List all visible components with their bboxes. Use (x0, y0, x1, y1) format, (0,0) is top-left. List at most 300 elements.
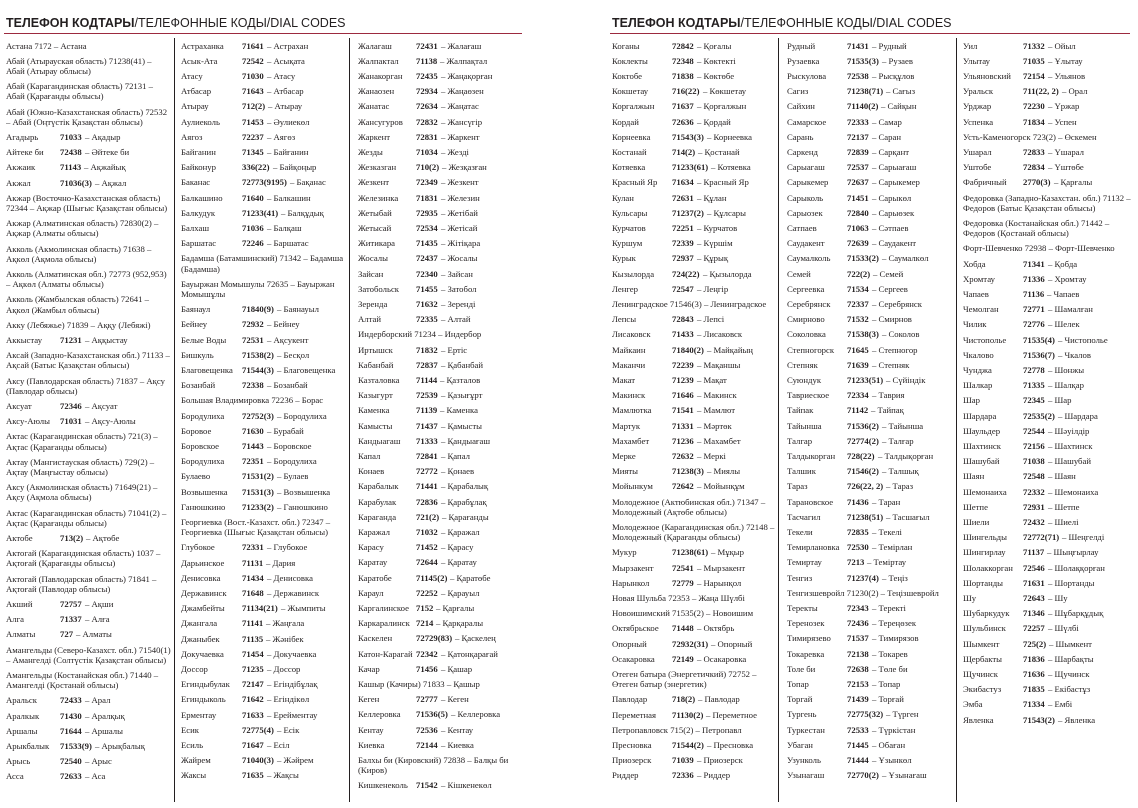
kazakh-name: – Нарынқол (697, 577, 742, 588)
kazakh-name: – Ақсу-Аюлы (85, 416, 136, 427)
code-entry (963, 160, 1135, 175)
kazakh-name: – Арықбалық (95, 741, 145, 752)
place-name: Атасу (181, 70, 203, 81)
place-name: Асса (6, 771, 24, 782)
dial-code: 71451 (847, 192, 869, 203)
dial-code: 72432 (1023, 517, 1045, 527)
kazakh-name: – Ақжал (95, 177, 127, 188)
kazakh-name: – Явленка (1058, 714, 1096, 725)
place-name: Капал (358, 450, 381, 461)
kazakh-name: – Тайпақ (871, 405, 904, 416)
place-name: Жезказган (358, 162, 397, 173)
place-name: Аршалы (6, 725, 38, 736)
dial-code: 72435 (416, 70, 438, 81)
place-name: Дарьинское (181, 557, 225, 568)
code-entry (963, 499, 1135, 514)
dial-code: 72842 (672, 40, 694, 51)
place-name: Курык (612, 253, 636, 264)
code-entry (6, 480, 172, 505)
place-name: Акжаик (6, 162, 36, 173)
kazakh-name: – Шарбақты (1048, 653, 1094, 664)
dial-code: 72340 (416, 268, 438, 279)
place-name: Егиндыбулак (181, 679, 230, 690)
kazakh-name: – Алматы (76, 629, 112, 640)
place-name: Атбасар (181, 86, 212, 97)
kazakh-name: – Қарабалық (441, 481, 489, 492)
entry-text: Абай (Карагандинская область) 72131 – Абай (Қарағанды облысы) (6, 81, 153, 102)
kazakh-name: – Кентау (441, 724, 474, 735)
code-entry (181, 175, 346, 190)
page-title (6, 16, 346, 32)
code-entry (6, 597, 172, 612)
code-entry (181, 347, 346, 362)
code-entry (6, 723, 172, 738)
kazakh-name: – Тереңөзек (872, 618, 917, 629)
code-entry (787, 677, 953, 692)
kazakh-name: – Ақсукент (267, 334, 309, 345)
kazakh-name: – Шемонаиха (1048, 486, 1099, 497)
code-entry (612, 692, 777, 707)
place-name: Житикара (358, 238, 396, 249)
entry-text: Форт-Шевченко 72938 – Форт-Шевченко (963, 243, 1115, 254)
place-name: Серебрянск (787, 298, 831, 309)
code-entry (963, 712, 1135, 727)
code-entry (612, 372, 777, 387)
code-entry (963, 286, 1135, 301)
code-entry (787, 357, 953, 372)
dial-code: 71535(3) (847, 55, 879, 66)
place-name: Улытау (963, 55, 991, 66)
code-entry (181, 454, 346, 469)
dial-code: 71635 (242, 770, 264, 781)
code-entry (612, 281, 777, 296)
kazakh-name: – Шардара (1058, 410, 1098, 421)
entry-text: Абай (Атырауская область) 71238(41) – Абай (Атырау облысы) (6, 55, 152, 76)
kazakh-name: – Шортанды (1048, 577, 1095, 588)
dial-code: 71533(2) (847, 253, 879, 264)
place-name: Качар (358, 663, 380, 674)
place-name: Сайхин (787, 101, 815, 112)
place-name: Аксуат (6, 400, 32, 411)
kazakh-name: – Зайсан (441, 268, 473, 279)
dial-code: 71443 (242, 440, 264, 451)
dial-code: 71454 (242, 648, 264, 659)
dial-code: 71239 (672, 374, 694, 385)
entry-text: Актогай (Павлодарская область) 71841 – Ақтоғай (Павлодар облысы) (6, 573, 157, 594)
dial-code: 72537 (847, 162, 869, 173)
place-name: Асык-Ата (181, 55, 218, 66)
dial-code: 72775(4) (242, 724, 274, 735)
place-name: Переметная (612, 709, 656, 720)
column-3 (358, 38, 526, 793)
code-entry (181, 84, 346, 99)
place-name: Шаульдер (963, 425, 1001, 436)
dial-code: 71840(9) (242, 304, 274, 315)
place-name: Суюндук (787, 374, 822, 385)
kazakh-name: – Қатонқарағай (441, 648, 498, 659)
place-name: Хромтау (963, 273, 995, 284)
code-entry (358, 312, 526, 327)
dial-code: 71231 (60, 334, 82, 345)
code-entry (358, 175, 526, 190)
kazakh-name: – Благовещенка (277, 364, 336, 375)
code-entry (358, 205, 526, 220)
place-name: Шолаккорган (963, 562, 1013, 573)
code-entry (358, 84, 526, 99)
code-entry (963, 271, 1135, 286)
kazakh-name: – Торғай (872, 694, 904, 705)
code-entry (358, 53, 526, 68)
dial-code: 72433 (60, 695, 82, 706)
code-entry (181, 555, 346, 570)
entry-text: Федоровка (Западно-Казахстан. обл.) 71132 – Федоров (Батыс Қазақстан облысы) (963, 192, 1131, 213)
dial-code: 72138 (847, 648, 869, 659)
code-entry (612, 236, 777, 251)
dial-code: 71433 (672, 329, 694, 340)
kazakh-name: – Красный Яр (697, 177, 749, 188)
code-entry (358, 585, 526, 600)
place-name: Ушарал (963, 146, 992, 157)
code-entry (787, 129, 953, 144)
dial-code: 71533(9) (60, 741, 92, 752)
dial-code: 72835 (847, 527, 869, 537)
kazakh-name: – Дария (266, 557, 296, 568)
place-name: Аулиеколь (181, 116, 220, 127)
code-entry (181, 677, 346, 692)
kazakh-name: – Серебрянск (872, 298, 922, 309)
kazakh-name: – Шыңғырлау (1047, 547, 1099, 558)
dial-code: 72632 (672, 450, 694, 461)
place-name: Курчатов (612, 222, 646, 233)
kazakh-name: – Қарасу (441, 542, 474, 553)
kazakh-name: – Алға (85, 614, 110, 625)
place-name: Каражал (358, 527, 391, 537)
dial-code: 7214 (416, 618, 434, 629)
code-entry (358, 753, 526, 778)
dial-code: 71542 (416, 780, 438, 791)
kazakh-name: – Ақши (85, 599, 114, 610)
kazakh-name: – Қорғалжын (697, 101, 747, 112)
place-name: Тургень (787, 709, 817, 720)
dial-code: 72156 (1023, 440, 1045, 451)
code-entry (963, 469, 1135, 484)
place-name: Сатпаев (787, 222, 817, 233)
dial-code: 71645 (847, 344, 869, 355)
place-name: Тенгиз (787, 572, 813, 583)
place-name: Рыскулова (787, 70, 827, 81)
place-name: Караул (358, 587, 384, 598)
place-name: Атырау (181, 101, 209, 112)
code-entry (6, 398, 172, 413)
dial-code: 71138 (416, 55, 438, 66)
code-entry (612, 129, 777, 144)
code-entry (612, 296, 777, 311)
code-entry (181, 408, 346, 423)
place-name: Шетпе (963, 501, 988, 512)
place-name: Кызылорда (612, 268, 655, 279)
dial-code: 71453 (242, 116, 264, 127)
dial-code: 7152 (416, 603, 434, 614)
place-name: Каркаралинск (358, 618, 410, 629)
title-rule (610, 33, 1130, 34)
code-entry (963, 362, 1135, 377)
dial-code: 71233(61) (672, 162, 709, 173)
kazakh-name: – Егіндікөл (267, 694, 310, 705)
kazakh-name: – Макинск (697, 390, 737, 401)
kazakh-name: – Октябрь (697, 623, 735, 634)
entry-text: Молодежное (Карагандинская обл.) 72148 – Молодежный (Қарағанды облысы) (612, 522, 775, 543)
dial-code: 71039 (672, 755, 694, 766)
place-name: Кульсары (612, 207, 648, 218)
column-divider (349, 38, 350, 802)
kazakh-name: – Шалқар (1048, 380, 1084, 391)
dial-code: 72530 (847, 542, 869, 553)
code-entry (6, 642, 172, 667)
place-name: Сарыагаш (787, 162, 825, 173)
dial-code: 72333 (847, 116, 869, 127)
code-entry (612, 114, 777, 129)
dial-code: 72438 (60, 147, 82, 158)
kazakh-name: – Төле би (872, 663, 908, 674)
place-name: Майкаин (612, 344, 646, 355)
place-name: Чемолган (963, 304, 999, 315)
entry-text: Аксу (Павлодарская область) 71837 – Ақсу (Павлодар облысы) (6, 375, 165, 396)
place-name: Текели (787, 527, 813, 537)
place-name: Мойынкум (612, 481, 653, 492)
dial-code: 71233(51) (847, 374, 884, 385)
code-entry (787, 661, 953, 676)
dial-code: 71034 (416, 146, 438, 157)
kazakh-name: – Байғанин (267, 146, 309, 157)
kazakh-name: – Топар (872, 679, 901, 690)
code-entry (612, 190, 777, 205)
kazakh-name: – Возвышенка (277, 486, 331, 497)
dial-code: 72239 (672, 359, 694, 370)
kazakh-name: – Шар (1048, 395, 1072, 406)
kazakh-name: – Бейнеу (267, 319, 300, 330)
kazakh-name: – Балқұдық (281, 207, 324, 218)
place-name: Тайынша (787, 420, 822, 431)
code-entry (787, 266, 953, 281)
place-name: Октябрьское (612, 623, 659, 634)
code-entry (612, 38, 777, 53)
place-name: Щербакты (963, 653, 1002, 664)
place-name: Токаревка (787, 648, 825, 659)
kazakh-name: – Теміртау (867, 557, 907, 568)
place-name: Нарынкол (612, 577, 650, 588)
kazakh-name: – Майқайың (707, 344, 753, 355)
code-entry (181, 129, 346, 144)
code-entry (6, 627, 172, 642)
place-name: Сарыкемер (787, 177, 829, 188)
code-entry (787, 753, 953, 768)
code-entry (6, 754, 172, 769)
code-entry (963, 38, 1135, 53)
kazakh-name: – Жетісай (441, 222, 478, 233)
place-name: Шиели (963, 517, 990, 527)
dial-code: 71235 (242, 664, 264, 675)
dial-code: 72774(2) (847, 435, 879, 446)
place-name: Денисовка (181, 572, 221, 583)
code-entry (963, 560, 1135, 575)
code-entry (358, 722, 526, 737)
place-name: Балхаш (181, 222, 210, 233)
kazakh-name: – Переметное (706, 709, 757, 720)
kazakh-name: – Степногор (872, 344, 918, 355)
kazakh-name: – Шамалған (1048, 304, 1093, 315)
place-name: Мерке (612, 450, 636, 461)
dial-code: 72841 (416, 450, 438, 461)
kazakh-name: – Жітіқара (441, 238, 481, 249)
place-name: Ерментау (181, 709, 217, 720)
entry-text: Акколь (Жамбылская область) 72641 – Ақкөл (Жамбыл облысы) (6, 294, 149, 315)
entry-text: Бадамша (Батамшинский) 71342 – Бадамша (Бадамша) (181, 253, 344, 274)
code-entry (181, 515, 346, 540)
dial-code: 71063 (847, 222, 869, 233)
dial-code: 714(2) (672, 146, 696, 157)
dial-code: 72729(83) (416, 633, 453, 644)
code-entry (787, 99, 953, 114)
code-entry (358, 448, 526, 463)
dial-code: 72836 (416, 496, 438, 507)
entry-text: Большая Владимировка 72236 – Борас (181, 395, 324, 406)
code-entry (6, 38, 172, 53)
column-2 (787, 38, 953, 783)
dial-code: 71834 (1023, 116, 1045, 127)
code-entry (358, 433, 526, 448)
code-entry (358, 357, 526, 372)
code-entry (358, 418, 526, 433)
dial-code: 71444 (847, 755, 869, 766)
kazakh-name: – Қонаев (441, 466, 475, 477)
place-name: Баянаул (181, 304, 211, 315)
code-entry (358, 692, 526, 707)
kazakh-name: – Алтай (441, 314, 471, 325)
kazakh-name: – Тараз (886, 481, 914, 492)
code-entry (612, 342, 777, 357)
kazakh-name: – Темірлан (872, 542, 913, 553)
dial-code: 71033 (60, 131, 82, 142)
dial-code: 72932 (242, 319, 264, 330)
code-entry (358, 509, 526, 524)
dial-code: 71341 (1023, 258, 1045, 269)
code-entry (6, 241, 172, 266)
kazakh-name: – Шонжы (1048, 364, 1085, 375)
dial-code: 336(22) (242, 162, 270, 173)
place-name: Успенка (963, 116, 994, 127)
code-entry (787, 570, 953, 585)
dial-code: 72533 (847, 724, 869, 735)
place-name: Семей (787, 268, 811, 279)
code-entry (612, 388, 777, 403)
place-name: Каменка (358, 405, 390, 416)
dial-code: 72633 (60, 771, 82, 782)
code-entry (787, 388, 953, 403)
dial-code: 71538(3) (847, 329, 879, 340)
right-page (606, 0, 1138, 808)
kazakh-name: – Сағыз (886, 86, 915, 97)
column-3 (963, 38, 1135, 727)
code-entry (6, 668, 172, 693)
dial-code: 2770(3) (1023, 177, 1051, 188)
code-entry (358, 616, 526, 631)
kazakh-name: – Шаян (1048, 471, 1076, 482)
place-name: Арысь (6, 756, 31, 767)
code-entry (6, 505, 172, 530)
place-name: Балкудук (181, 207, 216, 218)
place-name: Шу (963, 593, 977, 604)
place-name: Караганда (358, 511, 397, 522)
kazakh-name: – Көктөбе (697, 70, 735, 81)
place-name: Катон-Карагай (358, 648, 413, 659)
kazakh-name: – Сайқын (881, 101, 917, 112)
dial-code: 718(2) (672, 694, 696, 705)
place-name: Топар (787, 679, 809, 690)
place-name: Зайсан (358, 268, 384, 279)
kazakh-name: – Жалпақтал (440, 55, 488, 66)
dial-code: 72932(31) (672, 638, 709, 649)
kazakh-name: – Теңіз (882, 572, 908, 583)
kazakh-name: – Токарев (872, 648, 908, 659)
place-name: Явленка (963, 714, 994, 725)
kazakh-name: – Шиелі (1048, 517, 1079, 527)
dial-code: 72757 (60, 599, 82, 610)
kazakh-name: – Ұзынағаш (882, 770, 927, 781)
place-name: Сергеевка (787, 283, 825, 294)
kazakh-name: – Шелек (1048, 319, 1080, 330)
kazakh-name: – Степняк (872, 359, 910, 370)
dial-code: 71643 (242, 86, 264, 97)
code-entry (181, 190, 346, 205)
place-name: Корнеевка (612, 131, 651, 142)
place-name: Жезды (358, 146, 383, 157)
kazakh-name: – Ұлытау (1048, 55, 1083, 66)
kazakh-name: – Курчатов (697, 222, 738, 233)
dial-code: 72536 (416, 724, 438, 735)
dial-code: 72346 (60, 400, 82, 411)
dial-code: 71434 (242, 572, 264, 583)
place-name: Аягоз (181, 131, 203, 142)
code-entry (963, 84, 1135, 99)
place-name: Доссор (181, 664, 208, 675)
code-entry (612, 494, 777, 519)
dial-code: 71636 (1023, 669, 1045, 680)
place-name: Макат (612, 374, 636, 385)
code-entry (358, 388, 526, 403)
entry-text: Ленинградское 71546(3) – Ленинградское (612, 298, 767, 309)
dial-code: 71333 (416, 435, 438, 446)
place-name: Сарань (787, 131, 814, 142)
code-entry (963, 332, 1135, 347)
dial-code: 72637 (847, 177, 869, 188)
code-entry (963, 408, 1135, 423)
place-name: Алматы (6, 629, 36, 640)
code-entry (181, 499, 346, 514)
code-entry (181, 540, 346, 555)
code-entry (181, 276, 346, 301)
code-entry (963, 438, 1135, 453)
code-entry (6, 190, 172, 215)
place-name: Самарское (787, 116, 827, 127)
column-1 (6, 38, 172, 784)
kazakh-name: – Успен (1048, 116, 1077, 127)
dial-code: 71634 (672, 177, 694, 188)
code-entry (612, 651, 777, 666)
dial-code: 722(2) (847, 268, 871, 279)
kazakh-name: – Жаңақорған (441, 70, 493, 81)
dial-code: 72771 (1023, 304, 1045, 315)
page-title-bold: ТЕЛЕФОН КОДТАРЫ (6, 16, 135, 30)
